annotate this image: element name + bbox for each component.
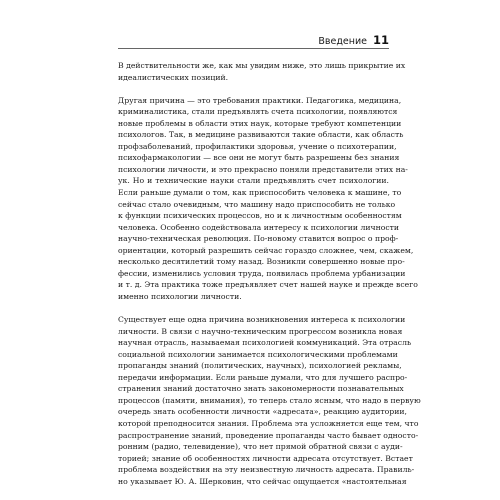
text-line: проблема воздействия на эту неизвестную личность адресата. Правиль-	[118, 465, 415, 475]
text-line: ук. Но и технические науки стали предъявлять счет психологии.	[118, 176, 389, 186]
text-line: В действительности же, как мы увидим ниже, это лишь прикрытие их	[118, 61, 406, 70]
paragraph	[118, 95, 418, 303]
text-line: ронним (радио, телевидение), что нет прямой обратной связи с ауди-	[118, 442, 403, 452]
text-line: но указывает Ю. А. Шерковин, что сейчас ощущается «настоятельная	[118, 476, 407, 486]
text-line: криминалистика, стали предъявлять счета психологии, появляются	[118, 107, 398, 117]
text-line: ориентации, который разрешить сейчас гораздо сложнее, чем, скажем,	[118, 245, 414, 255]
paragraph	[118, 60, 406, 83]
text-line: именно психологии личности.	[118, 291, 242, 301]
text-line: психофармакологии — все они не могут быть разрешены без знания	[118, 153, 400, 163]
text-line: к функции психических процессов, но и к личностным особенностям	[118, 211, 402, 221]
text-line: распространение знаний, проведение пропаганды часто бывает односто-	[118, 430, 419, 440]
text-line: психологов. Так, в медицине развиваются такие области, как область	[118, 130, 404, 140]
header-rule	[118, 48, 389, 49]
paragraph-gap	[118, 302, 389, 314]
paragraph-gap	[118, 83, 389, 95]
text-line: человека. Особенно содействовала интересу к психологии личности	[118, 222, 400, 232]
text-line: научно-техническая революция. По-новому ставится вопрос о проф-	[118, 234, 399, 244]
text-line: научная отрасль, называемая психологией коммуникаций. Эта отрасль	[118, 338, 412, 348]
paragraph	[118, 314, 421, 487]
text-line: очередь знать особенности личности «адресата», реакцию аудитории,	[118, 407, 407, 417]
text-line: передачи информации. Если раньше думали, что для лучшего распро-	[118, 372, 408, 382]
text-line: пропаганды знаний (политических, научных), психологией рекламы,	[118, 361, 402, 371]
text-line: личности. В связи с научно-техническим прогрессом возникла новая	[118, 326, 403, 336]
text-line: социальной психологии занимается психологическими проблемами	[118, 349, 398, 359]
text-line: и т. д. Эта практика тоже предъявляет счет нашей науке и прежде всего	[118, 280, 418, 290]
body-text	[118, 60, 421, 487]
text-line: сейчас стало очевидным, что машину надо приспособить не только	[118, 199, 396, 209]
running-title: Введение	[318, 36, 367, 47]
text-line: Другая причина — это требования практики. Педагогика, медицина,	[118, 95, 402, 105]
text-line: фессии, изменились условия труда, появилась проблема урбанизации	[118, 268, 406, 278]
text-line: несколько десятилетий тому назад. Возникли совершенно новые про-	[118, 257, 405, 267]
text-line: профзаболеваний, профилактики здоровья, учение о психотерапии,	[118, 141, 397, 151]
text-line: странения знаний достаточно знать закономерности познавательных	[118, 384, 404, 394]
text-line: идеалистических позиций.	[118, 72, 229, 82]
text-line: процессов (памяти, внимания), то теперь стало ясным, что надо в первую	[118, 395, 421, 405]
page-number: 11	[372, 33, 389, 47]
text-line: которой преподносится знания. Проблема эта усложняется еще тем, что	[118, 418, 419, 428]
text-line: Существует еще одна причина возникновения интереса к психологии	[118, 315, 406, 325]
running-head	[318, 33, 389, 47]
text-line: новые проблемы в области этих наук, которые требуют компетенции	[118, 118, 402, 128]
text-line: Если раньше думали о том, как приспособить человека к машине, то	[118, 188, 402, 198]
text-line: психологии личности, и это прекрасно поняли представители этих на-	[118, 164, 408, 174]
text-line: торией; знание об особенностях личности адресата отсутствует. Встает	[118, 453, 413, 463]
